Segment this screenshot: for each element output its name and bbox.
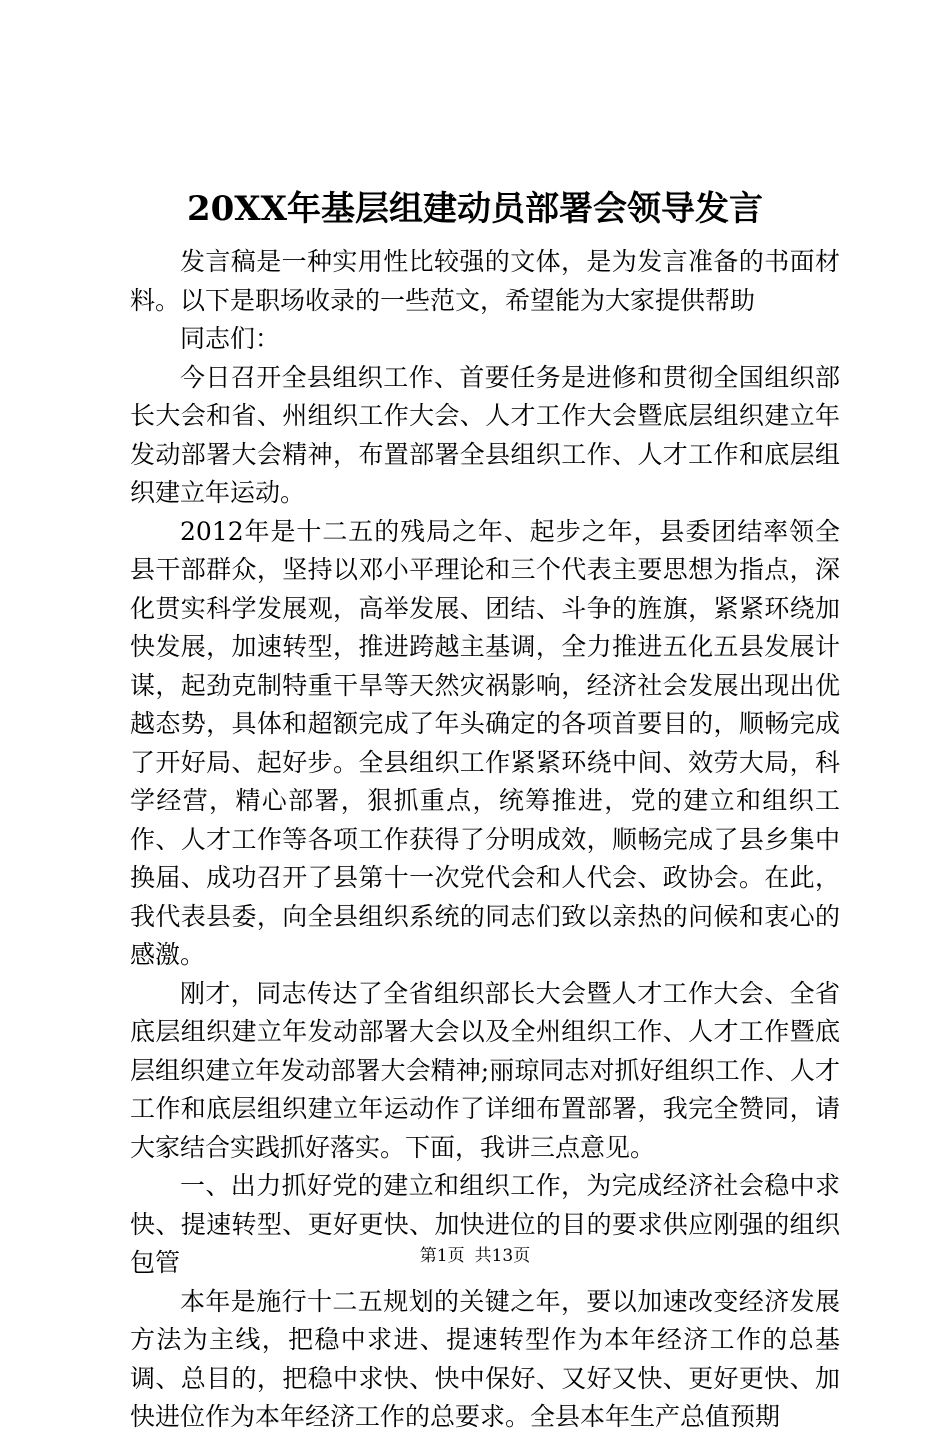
paragraph: 今日召开全县组织工作、首要任务是进修和贯彻全国组织部长大会和省、州组织工作大会、人才工作大会暨底层组织建立年发动部署大会精神，布置部署全县组织工作、人才工作和底层组织建立年运动。 [130,362,840,507]
paragraph-salutation: 同志们： [180,324,281,353]
document-title: 20XX年基层组建动员部署会领导发言 [186,189,764,229]
page-number: 第1页 [419,1246,465,1266]
page-footer [0,1244,950,1268]
paragraph-intro: 发言稿是一种实用性比较强的文体，是为发言准备的书面材料。以下是职场收录的一些范文，希望能为大家提供帮助 [130,247,840,315]
paragraph: 2012年是十二五的残局之年、起步之年，县委团结率领全县干部群众，坚持以邓小平理论和三个代表主要思想为指点，深化贯实科学发展观，高举发展、团结、斗争的旌旗，紧紧环绕加快发展，加速转型，推进跨越主基调，全力推进五化五县发展计谋，起劲克制特重干旱等天然灾祸影响，经济社会发展出现出优越态势，具体和超额完成了年头确定的各项首要目的，顺畅完成了开好局、起好步。全县组织工作紧紧环绕中间、效劳大局，科学经营，精心部署，狠抓重点，统筹推进，党的建立和组织工作、人才工作等各项工作获得了分明成效，顺畅完成了县乡集中换届、成功召开了县第十一次党代会和人代会、政协会。在此，我代表县委，向全县组织系统的同志们致以亲热的问候和衷心的感激。 [130,516,840,969]
paragraph: 本年是施行十二五规划的关键之年，要以加速改变经济发展方法为主线，把稳中求进、提速转型作为本年经济工作的总基调、总目的，把稳中求快、快中保好、又好又快、更好更快、加快进位作为本年经济工作的总要求。全县本年生产总值预期 [130,1286,840,1431]
section-heading: 一、出力抓好党的建立和组织工作，为完成经济社会稳中求快、提速转型、更好更快、加快进位的目的要求供应刚强的组织包管 [130,1171,840,1277]
paragraph: 刚才，同志传达了全省组织部长大会暨人才工作大会、全省底层组织建立年发动部署大会以及全州组织工作、人才工作暨底层组织建立年发动部署大会精神;丽琼同志对抓好组织工作、人才工作和底层组织建立年运动作了详细布置部署，我完全赞同，请大家结合实践抓好落实。下面，我讲三点意见。 [130,978,840,1162]
page-total: 共13页 [474,1246,531,1266]
